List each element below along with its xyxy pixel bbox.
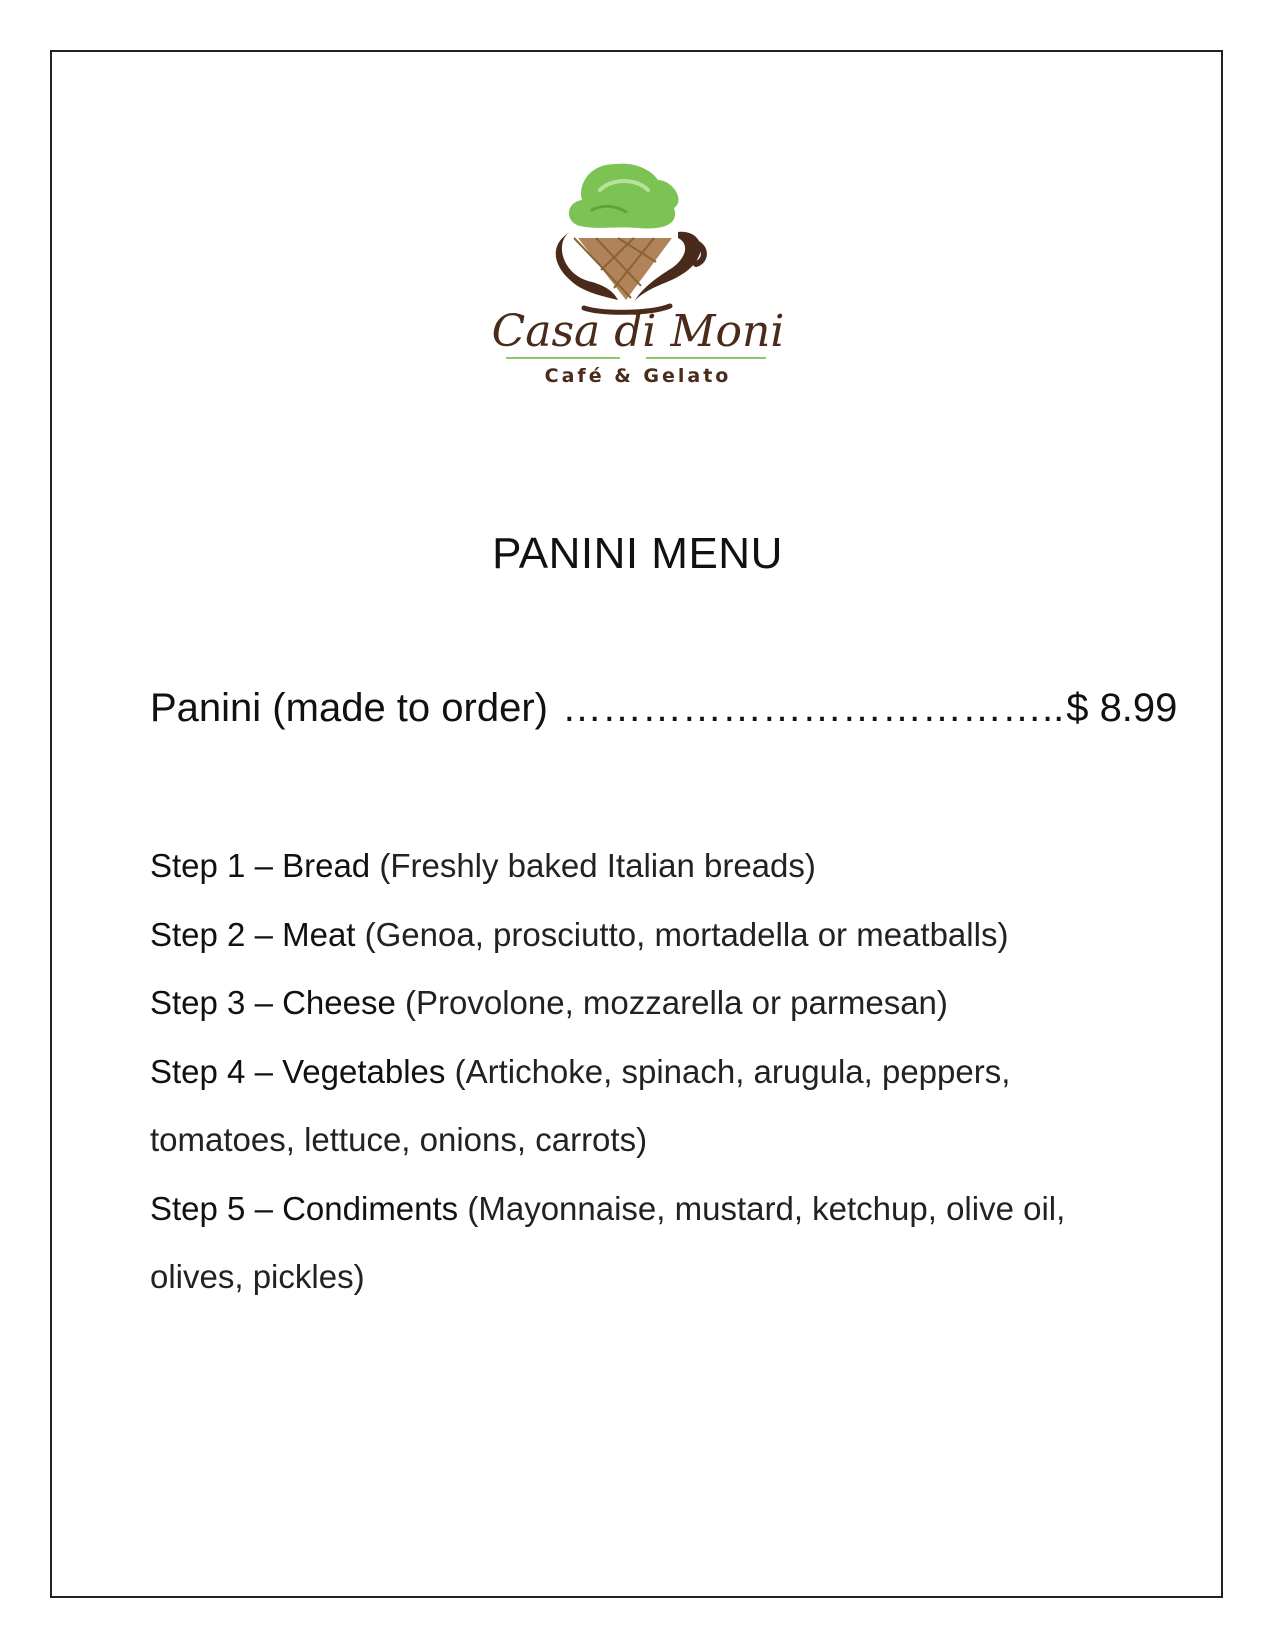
casa-di-moni-logo — [466, 160, 811, 410]
step-description: (Freshly baked Italian breads) — [370, 847, 816, 884]
step-description: (Artichoke, spinach, arugula, peppers, tomatoes, lettuce, onions, carrots) — [150, 1052, 1011, 1158]
step-vegetables — [150, 1038, 1110, 1175]
step-label: Step 1 – Bread — [150, 847, 371, 884]
gelato-cup-logo-icon — [466, 160, 811, 410]
step-bread — [150, 832, 1110, 901]
step-label: Step 5 – Condiments — [150, 1189, 459, 1227]
step-condiments — [150, 1175, 1110, 1312]
step-label: Step 3 – Cheese — [150, 984, 396, 1021]
gelato-scoop-icon — [569, 164, 679, 229]
menu-item-price: $ 8.99 — [1066, 686, 1178, 730]
step-description: (Provolone, mozzarella or parmesan) — [395, 984, 948, 1021]
build-steps-list — [150, 832, 1110, 1312]
step-label: Step 4 – Vegetables — [150, 1052, 446, 1090]
step-cheese — [150, 969, 1110, 1038]
menu-item-name: Panini (made to order) — [150, 686, 548, 730]
logo-tagline-text: Café & Gelato — [544, 365, 732, 387]
page-title: PANINI MENU — [492, 529, 783, 578]
step-description: (Mayonnaise, mustard, ketchup, olive oil, olives, pickles) — [150, 1189, 1066, 1295]
step-label: Step 2 – Meat — [150, 915, 356, 953]
step-meat — [150, 901, 1110, 970]
step-description: (Genoa, prosciutto, mortadella or meatballs) — [355, 915, 1009, 953]
menu-item-leader-dots: ……………………………….. — [561, 686, 1065, 730]
menu-item-price-line — [150, 682, 1178, 734]
logo-brand-text: Casa di Moni — [491, 306, 785, 357]
